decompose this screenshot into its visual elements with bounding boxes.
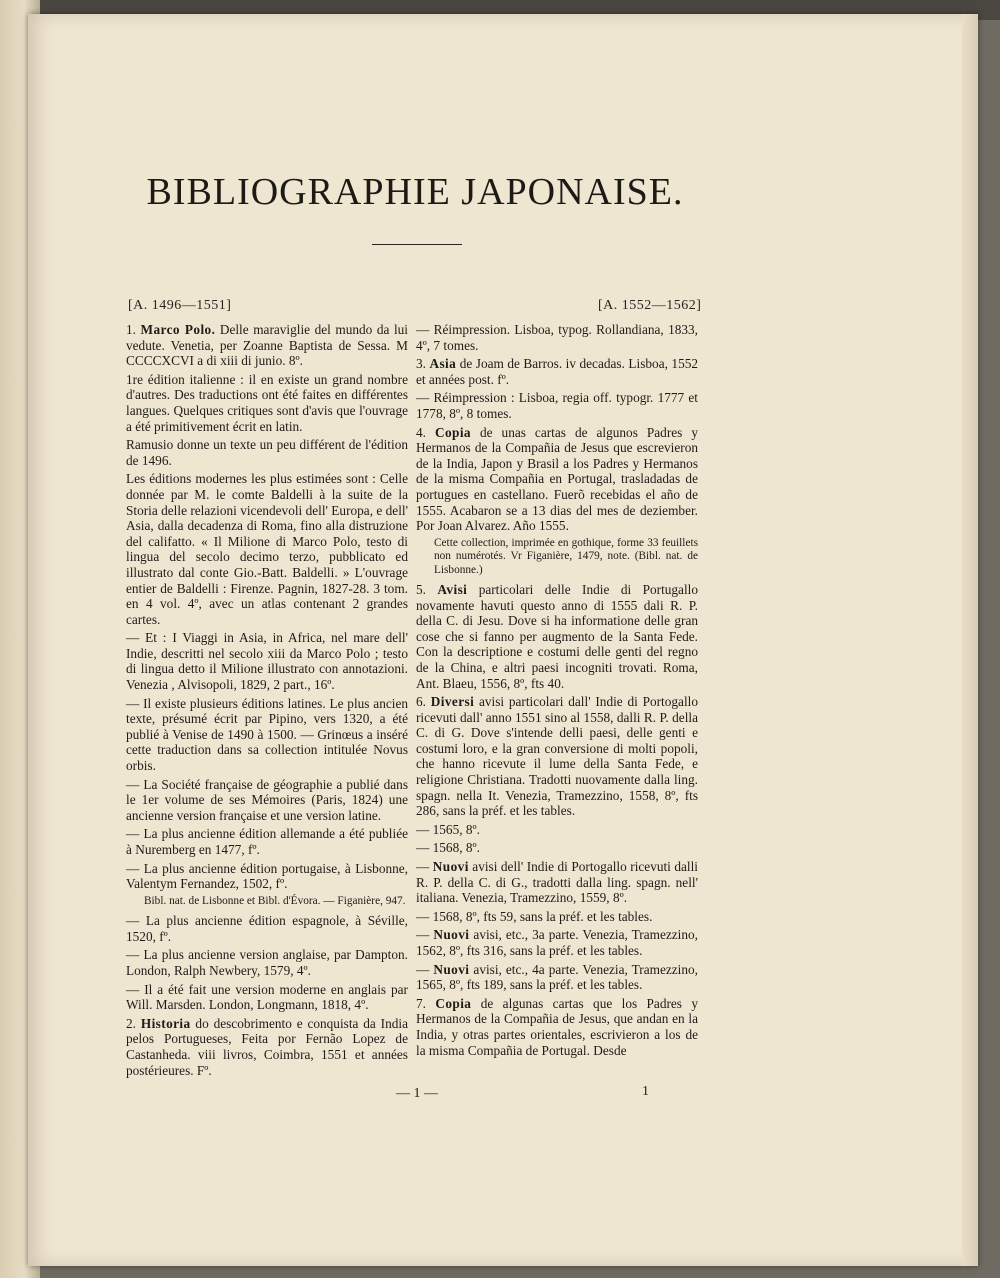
bibliography-entry bbox=[416, 859, 698, 906]
entry-heading: Historia bbox=[140, 1015, 191, 1031]
entry-note: Bibl. nat. de Lisbonne et Bibl. d'Évora. — Figanière, 947. bbox=[144, 894, 406, 907]
page-edge-shadow bbox=[962, 14, 978, 1266]
entry-text: do descobrimento e conquista da India pelos Portugueses, Feita por Fernão Lopez de Castanheda. viii livros, Coimbra, 1551 et années postérieures. Fº. bbox=[126, 1015, 408, 1078]
entry-paragraph: — La plus ancienne version anglaise, par Dampton. London, Ralph Newbery, 1579, 4º. bbox=[126, 947, 408, 978]
bibliography-entry bbox=[126, 1016, 408, 1078]
entry-paragraph: — La plus ancienne édition portugaise, à Lisbonne, Valentym Fernandez, 1502, fº. bbox=[126, 860, 408, 892]
entry-text: avisi particolari dall' Indie di Portogallo ricevuti dall' anno 1551 sino al 1558, dalli R. P. della C. di G. Dove s'intende delli paesi, delle genti e costumi loro, e la gran conversione di molti popoli, che hanno ricevute il lume della Santa Fede, e religione Christiana. Tradotti nuovamente dalla ling. spagn. nella It. Venezia, Tramezzino, 1558, 8º, fts 286, sans la préf. et les tables. bbox=[416, 694, 698, 819]
entry-paragraph: — 1565, 8º. bbox=[416, 821, 480, 837]
entry-heading: Diversi bbox=[430, 694, 475, 710]
entry-paragraph: — Réimpression. Lisboa, typog. Rollandiana, 1833, 4º, 7 tomes. bbox=[416, 322, 698, 353]
entry-text: de Joam de Barros. iv decadas. Lisboa, 1552 et années post. fº. bbox=[416, 356, 699, 387]
entry-text: de algunas cartas que los Padres y Hermanos de la Compañia de Jesus, que andan en la India, y otras partes orientales, escrivieron a los de la misma Compañia de Portugal. Desde bbox=[416, 995, 698, 1058]
entry-number: 6. bbox=[416, 694, 431, 710]
bibliography-entry bbox=[416, 582, 698, 691]
entry-text: avisi, etc., 4a parte. Venezia, Tramezzino, 1565, 8º, fts 189, sans la préf. et les tables. bbox=[416, 961, 699, 993]
entry-heading: Copia bbox=[435, 995, 472, 1011]
bibliography-entry bbox=[126, 322, 408, 369]
entry-paragraph: Ramusio donne un texte un peu différent de l'édition de 1496. bbox=[126, 437, 408, 468]
entry-paragraph: — Il existe plusieurs éditions latines. Le plus ancien texte, présumé écrit par Pipino, vers 1320, a été publié à Venise de 1490 à 1500. — Grinœus a inséré cette traduction dans sa collection intitulée Novus orbis. bbox=[126, 695, 408, 774]
entry-paragraph: — La plus ancienne édition allemande a été publiée à Nuremberg en 1477, fº. bbox=[126, 826, 408, 857]
entry-heading: Nuovi bbox=[432, 859, 469, 875]
entry-paragraph: — 1568, 8º. bbox=[416, 840, 480, 856]
entry-number: 4. bbox=[416, 424, 435, 440]
entry-paragraph: — Il a été fait une version moderne en anglais par Will. Marsden. London, Longmann, 1818, 4º. bbox=[126, 981, 408, 1013]
title-rule bbox=[372, 244, 462, 245]
entry-paragraph: Les éditions modernes les plus estimées sont : Celle donnée par M. le comte Baldelli à la suite de la Storia delle relazioni vicendevoli dell' Europa, e dell' Asia, dalla decadenza di Roma, fino alla distruzione del califatto. « Il Milione di Marco Polo, testo di lingua del secolo decimo terzo, pubblicato ed illustrato dal conte Gio.-Batt. Baldelli. » L'ouvrage entier de Baldelli : Firenze. Pagnin, 1827-28. 3 tom. en 4 vol. 4º, avec un atlas contenant 2 grandes cartes. bbox=[126, 471, 408, 627]
entry-text: avisi dell' Indie di Portogallo ricevuti dalli R. P. della C. di G., tradotti dalla ling. spagn. nell' italiana. Venezia, Tramezzino, 1559, 8º. bbox=[416, 859, 698, 906]
bibliography-entry bbox=[416, 996, 698, 1058]
right-year-range: [A. 1552—1562] bbox=[598, 298, 702, 313]
entry-dash: — bbox=[416, 961, 434, 977]
entry-dash: — bbox=[416, 927, 434, 943]
entry-heading: Marco Polo. bbox=[140, 322, 216, 337]
entry-note: Cette collection, imprimée en gothique, forme 33 feuillets non numérotés. Vr Figanière, 1479, note. (Bibl. nat. de Lisbonne.) bbox=[434, 536, 698, 576]
page-title: BIBLIOGRAPHIE JAPONAISE. bbox=[146, 171, 684, 213]
entry-dash: — bbox=[416, 859, 433, 875]
bibliography-entry bbox=[416, 425, 698, 534]
entry-number: 2. bbox=[126, 1015, 141, 1031]
entry-paragraph: — 1568, 8º, fts 59, sans la préf. et les tables. bbox=[416, 908, 653, 924]
entry-paragraph: — La Société française de géographie a publié dans le 1er volume de ses Mémoires (Paris, 1824) une ancienne version française et une version latine. bbox=[126, 776, 408, 823]
entry-paragraph: — Réimpression : Lisboa, regia off. typogr. 1777 et 1778, 8º, 8 tomes. bbox=[416, 390, 698, 421]
entry-paragraph: — Et : I Viaggi in Asia, in Africa, nel mare dell' Indie, descritti nel secolo xiii da Marco Polo ; testo di lingua detto il Milione illustrato con annotazioni. Venezia , Alvisopoli, 1829, 2 part., 16º. bbox=[126, 630, 408, 693]
bibliography-entry bbox=[416, 356, 698, 387]
entry-heading: Asia bbox=[429, 356, 457, 372]
entry-heading: Avisi bbox=[437, 581, 468, 597]
right-column bbox=[416, 322, 698, 1061]
entry-paragraph: — La plus ancienne édition espagnole, à Séville, 1520, fº. bbox=[126, 913, 408, 944]
entry-text: Delle maraviglie del mundo da lui vedute. Venetia, per Zoanne Baptista de Sessa. M CCCCXCVI a di xiii di junio. 8º. bbox=[126, 322, 408, 369]
entry-number: 7. bbox=[416, 995, 436, 1011]
bibliography-entry bbox=[416, 927, 698, 958]
bibliography-entry bbox=[416, 962, 698, 993]
entry-heading: Nuovi bbox=[433, 927, 470, 943]
entry-text: de unas cartas de algunos Padres y Hermanos de la Compañia de Jesus que escrevieron de la India, Japon y Brasil a los Padres y Hermanos de la misma Compañia en Portugal, trasladadas de portugues en castellano. Fuerõ recebidas el año de 1555. Acabaron se a 13 dias del mes de deziember. Por Joan Alvarez. Año 1555. bbox=[416, 424, 698, 534]
left-year-range: [A. 1496—1551] bbox=[128, 298, 232, 313]
left-column bbox=[126, 322, 408, 1081]
entry-heading: Copia bbox=[434, 424, 471, 440]
entry-text: avisi, etc., 3a parte. Venezia, Tramezzino, 1562, 8º, fts 316, sans la préf. et les tables. bbox=[416, 927, 699, 958]
entry-number: 1. bbox=[126, 322, 141, 337]
entry-text: particolari delle Indie di Portugallo novamente havuti questo anno di 1555 dali R. P. della C. di Jesu. Dove si ha informatione delle gran cose che si fanno per augmento de la Santa Fede. Con la descriptione e costumi delle genti del regno de la China, e altri paesi incogniti trovati. Roma, Ant. Blaeu, 1556, 8º, fts 40. bbox=[416, 581, 698, 691]
entry-heading: Nuovi bbox=[433, 961, 470, 977]
signature-mark: 1 bbox=[642, 1084, 649, 1099]
entry-paragraph: 1re édition italienne : il en existe un grand nombre d'autres. Des traductions ont été faites en différentes langues. Quelques critiques sont d'avis que l'ouvrage a été primitivement écrit en latin. bbox=[126, 371, 408, 434]
bibliography-entry bbox=[416, 694, 698, 819]
entry-number: 5. bbox=[416, 581, 438, 597]
page-number: — 1 — bbox=[396, 1086, 438, 1101]
entry-number: 3. bbox=[416, 356, 430, 372]
